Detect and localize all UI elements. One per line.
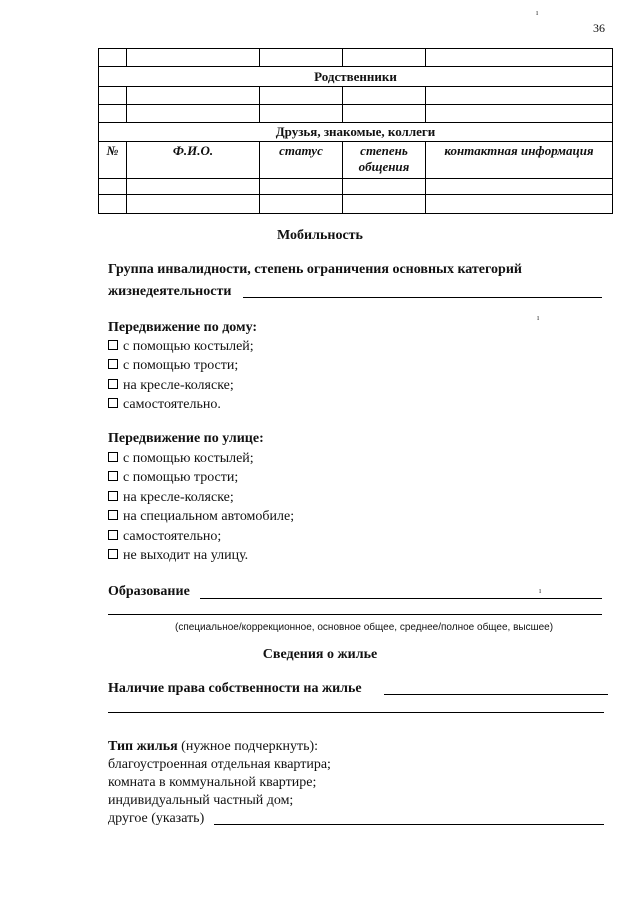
disability-label-line2: жизнедеятельности — [108, 284, 232, 299]
checkbox-item[interactable]: не выходит на улицу. — [108, 548, 248, 564]
housing-type-other-label: другое (указать) — [108, 811, 205, 826]
friends-section-title — [99, 123, 612, 142]
ownership-input-line-2[interactable] — [108, 712, 604, 713]
checkbox-item[interactable]: самостоятельно. — [108, 397, 221, 413]
col-header-status: статус — [260, 142, 343, 178]
housing-type-option[interactable]: комната в коммунальной квартире; — [108, 775, 317, 790]
disability-input-line[interactable] — [243, 297, 602, 298]
checkbox-icon[interactable] — [108, 379, 118, 389]
table-row — [99, 49, 612, 67]
housing-other-input-line[interactable] — [214, 824, 604, 825]
table-row — [99, 195, 612, 213]
relatives-section-title — [99, 67, 612, 87]
checkbox-icon[interactable] — [108, 340, 118, 350]
col-header-name: Ф.И.О. — [127, 142, 260, 178]
relatives-title: Родственники — [314, 68, 397, 84]
home-movement-title: Передвижение по дому: — [108, 320, 258, 335]
contacts-table — [98, 48, 613, 214]
ownership-input-line[interactable] — [384, 694, 608, 695]
education-label: Образование — [108, 584, 190, 599]
checkbox-item[interactable]: на кресле-коляске; — [108, 378, 234, 394]
col-header-number: № — [99, 142, 127, 178]
checkbox-item[interactable]: с помощью костылей; — [108, 339, 254, 355]
page-number: 36 — [593, 21, 605, 35]
housing-type-label: Тип жилья (нужное подчеркнуть): — [108, 739, 319, 754]
scan-mark: ı — [537, 313, 540, 322]
ownership-label: Наличие права собственности на жилье — [108, 681, 362, 696]
housing-title: Сведения о жилье — [262, 647, 378, 662]
checkbox-item[interactable]: на специальном автомобиле; — [108, 509, 294, 525]
checkbox-icon[interactable] — [108, 471, 118, 481]
col-header-closeness: степень общения — [343, 142, 426, 178]
checkbox-icon[interactable] — [108, 398, 118, 408]
column-headers — [99, 142, 612, 179]
checkbox-icon[interactable] — [108, 359, 118, 369]
checkbox-item[interactable]: самостоятельно; — [108, 529, 221, 545]
street-movement-title: Передвижение по улице: — [108, 431, 264, 446]
table-row — [99, 87, 612, 105]
education-input-line[interactable] — [200, 598, 602, 599]
mobility-title: Мобильность — [277, 228, 363, 243]
checkbox-item[interactable]: с помощью трости; — [108, 470, 238, 486]
checkbox-item[interactable]: на кресле-коляске; — [108, 490, 234, 506]
table-row — [99, 105, 612, 123]
checkbox-icon[interactable] — [108, 549, 118, 559]
table-row — [99, 179, 612, 195]
checkbox-item[interactable]: с помощью костылей; — [108, 451, 254, 467]
housing-type-option[interactable]: индивидуальный частный дом; — [108, 793, 294, 808]
friends-title: Друзья, знакомые, коллеги — [275, 124, 436, 139]
checkbox-icon[interactable] — [108, 510, 118, 520]
checkbox-icon[interactable] — [108, 452, 118, 462]
scan-mark: ı — [539, 586, 542, 595]
scan-mark: ı — [536, 8, 539, 17]
col-header-contact: контактная информация — [444, 143, 594, 158]
education-note: (специальное/коррекционное, основное общее, среднее/полное общее, высшее) — [175, 622, 554, 633]
education-input-line-2[interactable] — [108, 614, 602, 615]
checkbox-item[interactable]: с помощью трости; — [108, 358, 238, 374]
checkbox-icon[interactable] — [108, 530, 118, 540]
disability-label-line1: Группа инвалидности, степень ограничения основных категорий — [108, 262, 522, 277]
checkbox-icon[interactable] — [108, 491, 118, 501]
housing-type-option[interactable]: благоустроенная отдельная квартира; — [108, 757, 331, 772]
